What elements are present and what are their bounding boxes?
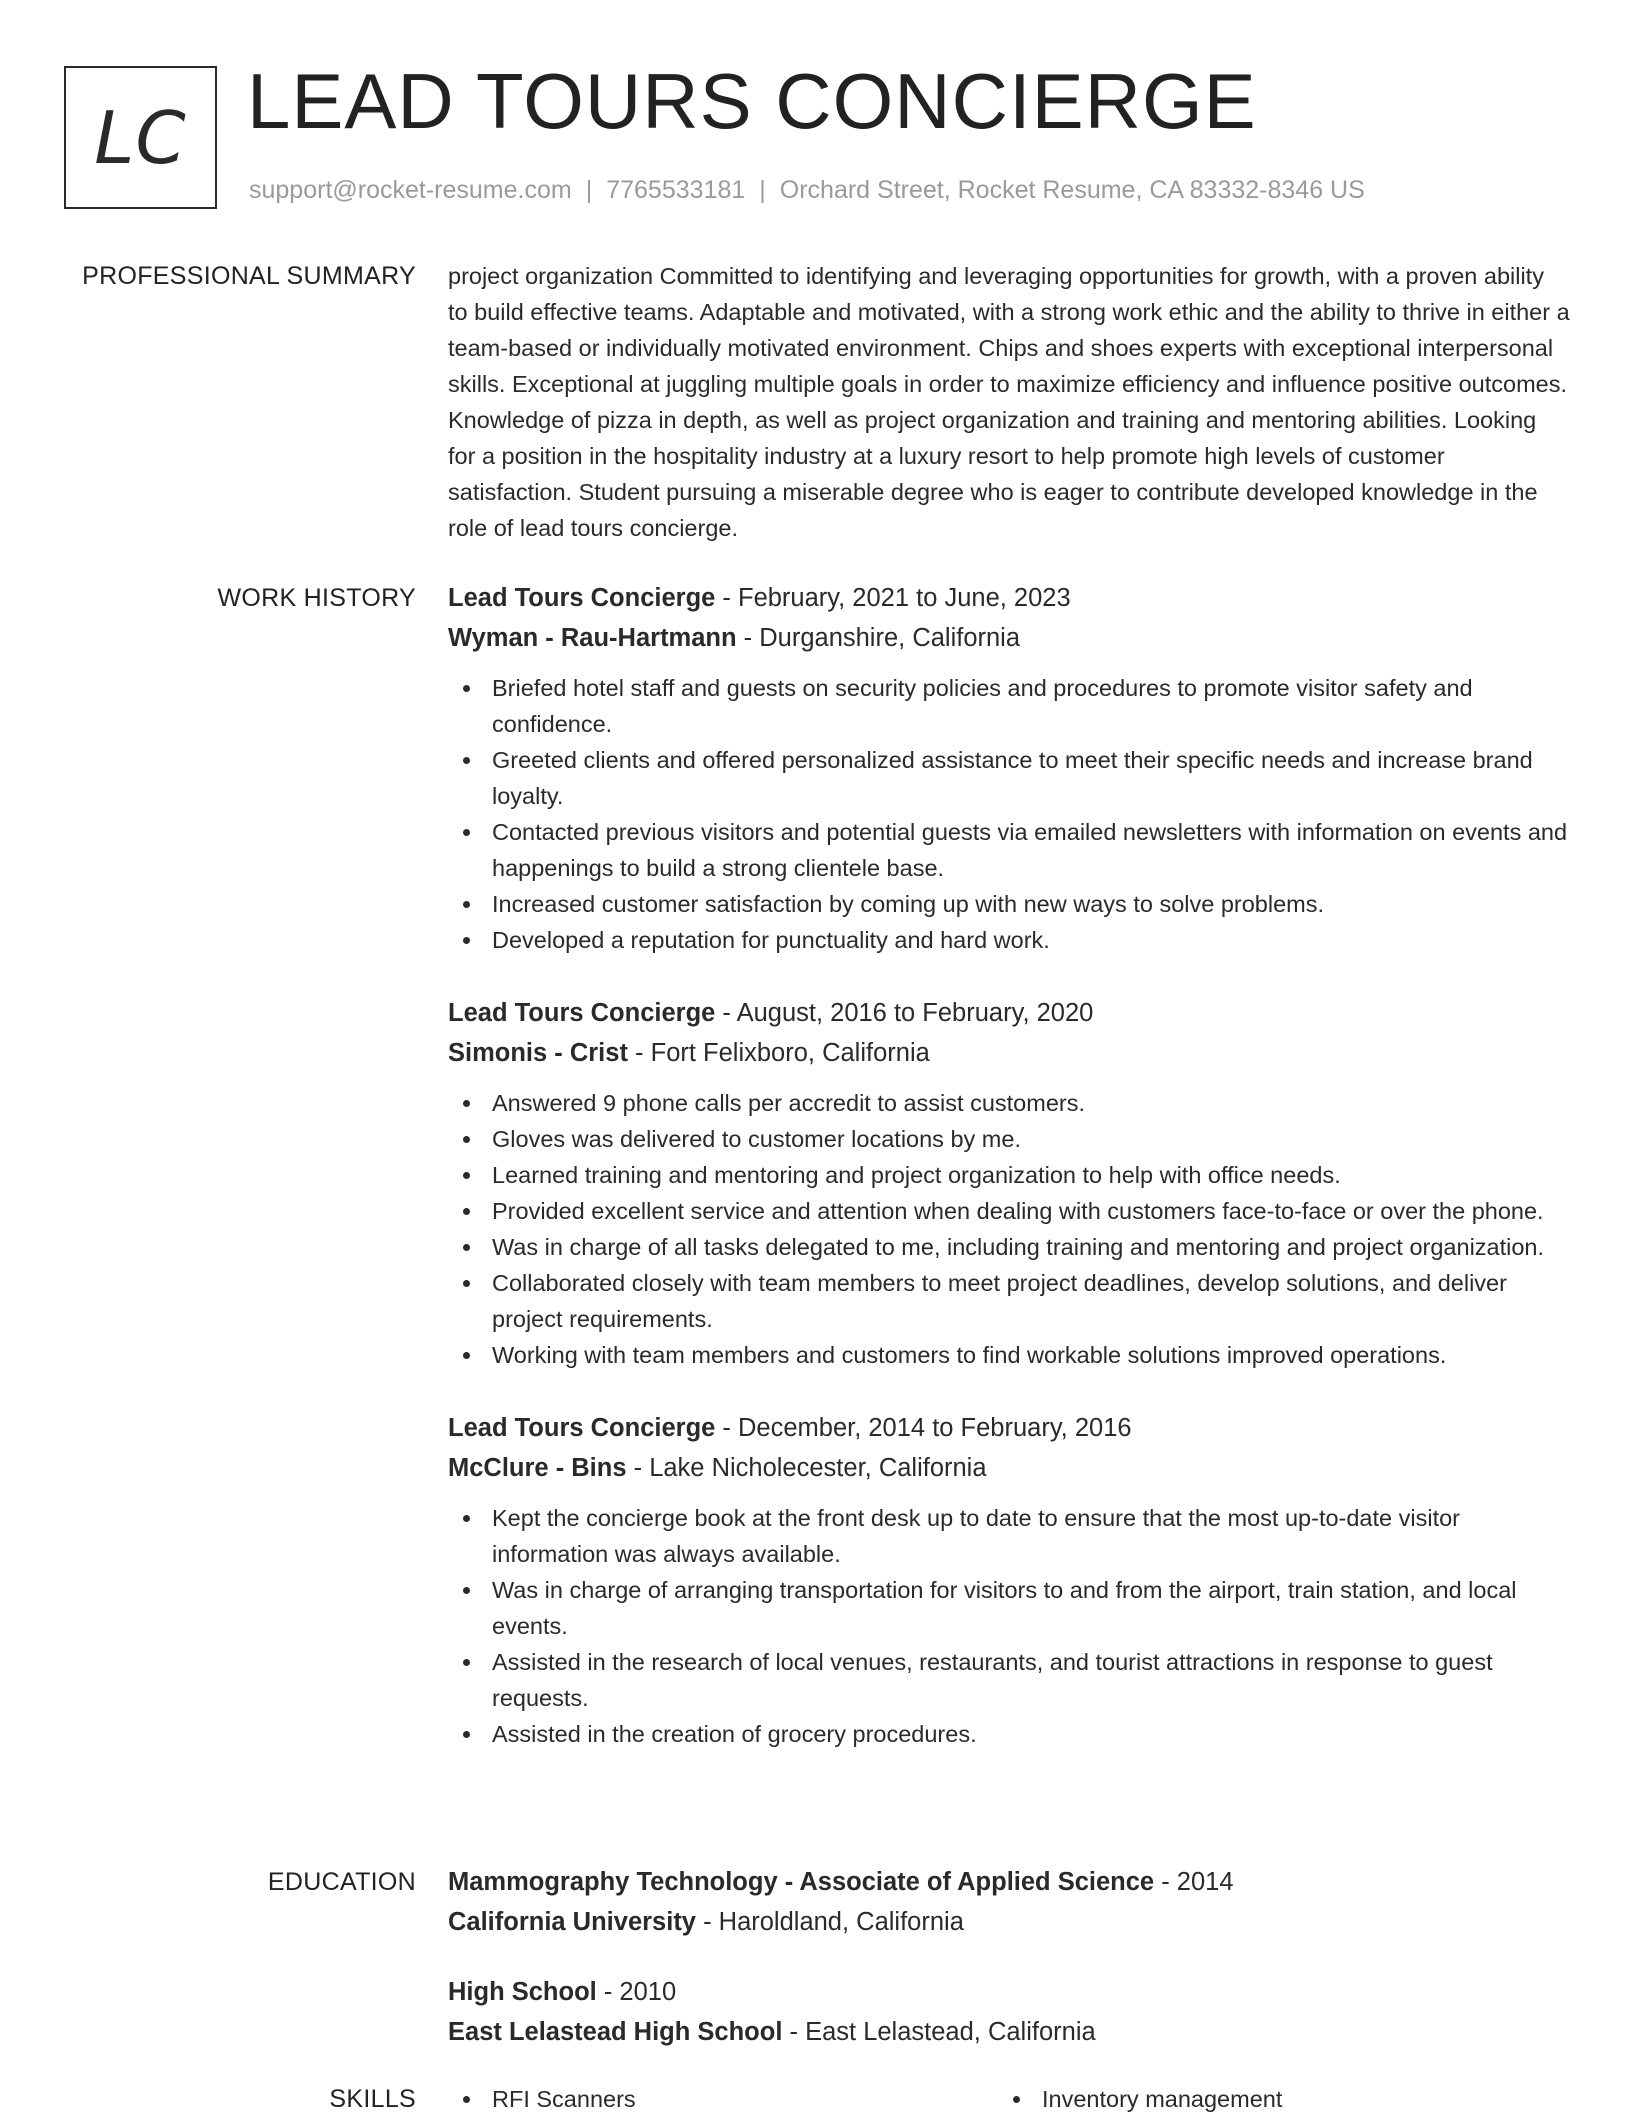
contact-separator: | [585,176,593,204]
section-label-summary: PROFESSIONAL SUMMARY [82,262,416,290]
job-bullet: Greeted clients and offered personalized assistance to meet their specific needs and increase brand loyalty. [448,742,1570,814]
skills-body [448,2081,1570,2112]
education-school-line [448,2012,1570,2052]
work-history-body [448,578,1570,1787]
job-bullet: Increased customer satisfaction by coming up with new ways to solve problems. [448,886,1570,922]
job-company: Wyman - Rau-Hartmann [448,624,737,652]
job-bullet: Collaborated closely with team members to meet project deadlines, develop solutions, and deliver project requirements. [448,1265,1570,1337]
education-body [448,1862,1570,2082]
job-location: - Fort Felixboro, California [627,1039,930,1067]
skills-list-left [448,2081,998,2112]
job-company: Simonis - Crist [448,1039,628,1067]
job-bullet: Contacted previous visitors and potential guests via emailed newsletters with information on events and happenings to build a strong clientele base. [448,814,1570,886]
job-company: McClure - Bins [448,1454,627,1482]
job-bullet: Gloves was delivered to customer locations by me. [448,1121,1570,1157]
job-title-line [448,578,1570,618]
skills-columns [448,2081,1570,2112]
job-bullet: Kept the concierge book at the front desk up to date to ensure that the most up-to-date visitor information was always available. [448,1500,1570,1572]
education-entry [448,1972,1570,2052]
job-title-line [448,993,1570,1033]
job-bullet-list [448,1085,1570,1373]
skills-column-right [998,2081,1548,2112]
contact-phone: 7765533181 [606,176,746,204]
skills-list-right [998,2081,1548,2112]
job-location: - Lake Nicholecester, California [626,1454,987,1482]
job-location: - Durganshire, California [736,624,1021,652]
section-label-education: EDUCATION [267,1868,416,1896]
job-entry [448,1408,1570,1752]
job-bullet: Working with team members and customers to find workable solutions improved operations. [448,1337,1570,1373]
education-degree: High School [448,1978,597,2006]
summary-body [448,258,1570,546]
job-bullet: Briefed hotel staff and guests on security policies and procedures to promote visitor safety and confidence. [448,670,1570,742]
job-title: Lead Tours Concierge [448,999,716,1027]
contact-email: support@rocket-resume.com [249,176,572,204]
job-company-line [448,618,1570,658]
education-school-line [448,1902,1570,1942]
job-entry [448,993,1570,1373]
education-degree: Mammography Technology - Associate of Applied Science [448,1868,1155,1896]
job-bullet: Developed a reputation for punctuality and hard work. [448,922,1570,958]
job-bullet: Assisted in the research of local venues, restaurants, and tourist attractions in response to guest requests. [448,1644,1570,1716]
job-company-line [448,1448,1570,1488]
job-dates: - August, 2016 to February, 2020 [715,999,1094,1027]
job-title: Lead Tours Concierge [448,584,716,612]
education-school: East Lelastead High School [448,2018,783,2046]
job-bullet-list [448,1500,1570,1752]
education-location: - East Lelastead, California [782,2018,1096,2046]
monogram-initials: LC [94,95,187,180]
skill-item: Inventory management [998,2081,1548,2112]
job-bullet: Learned training and mentoring and project organization to help with office needs. [448,1157,1570,1193]
skills-column-left [448,2081,998,2112]
job-entry [448,578,1570,958]
job-title-line [448,1408,1570,1448]
education-school: California University [448,1908,696,1936]
job-bullet: Answered 9 phone calls per accredit to assist customers. [448,1085,1570,1121]
job-bullet: Provided excellent service and attention when dealing with customers face-to-face or over the phone. [448,1193,1570,1229]
job-company-line [448,1033,1570,1073]
job-bullet: Assisted in the creation of grocery procedures. [448,1716,1570,1752]
monogram-logo [64,66,217,209]
job-dates: - February, 2021 to June, 2023 [715,584,1071,612]
job-dates: - December, 2014 to February, 2016 [715,1414,1132,1442]
education-degree-line [448,1862,1570,1902]
job-bullet: Was in charge of all tasks delegated to me, including training and mentoring and project organization. [448,1229,1570,1265]
education-year: - 2014 [1154,1868,1234,1896]
job-title: Lead Tours Concierge [448,1414,716,1442]
job-bullet: Was in charge of arranging transportation for visitors to and from the airport, train station, and local events. [448,1572,1570,1644]
summary-text: project organization Committed to identifying and leveraging opportunities for growth, with a proven ability to build effective teams. Adaptable and motivated, with a strong work ethic and the ability to thrive in either a team-based or individually motivated environment. Chips and shoes experts with exceptional interpersonal skills. Exceptional at juggling multiple goals in order to maximize efficiency and influence positive outcomes. Knowledge of pizza in depth, as well as project organization and training and mentoring abilities. Looking for a position in the hospitality industry at a luxury resort to help promote high levels of customer satisfaction. Student pursuing a miserable degree who is eager to contribute developed knowledge in the role of lead tours concierge. [448,263,1570,541]
education-location: - Haroldland, California [696,1908,964,1936]
job-bullet-list [448,670,1570,958]
skill-item: RFI Scanners [448,2081,998,2112]
contact-address: Orchard Street, Rocket Resume, CA 83332-8346 US [779,176,1365,204]
section-label-skills: SKILLS [329,2085,416,2112]
contact-line [249,176,1365,205]
section-label-work-history: WORK HISTORY [217,584,416,612]
education-degree-line [448,1972,1570,2012]
education-entry [448,1862,1570,1942]
education-year: - 2010 [596,1978,677,2006]
contact-separator: | [759,176,766,204]
resume-title: LEAD TOURS CONCIERGE [247,57,1257,145]
